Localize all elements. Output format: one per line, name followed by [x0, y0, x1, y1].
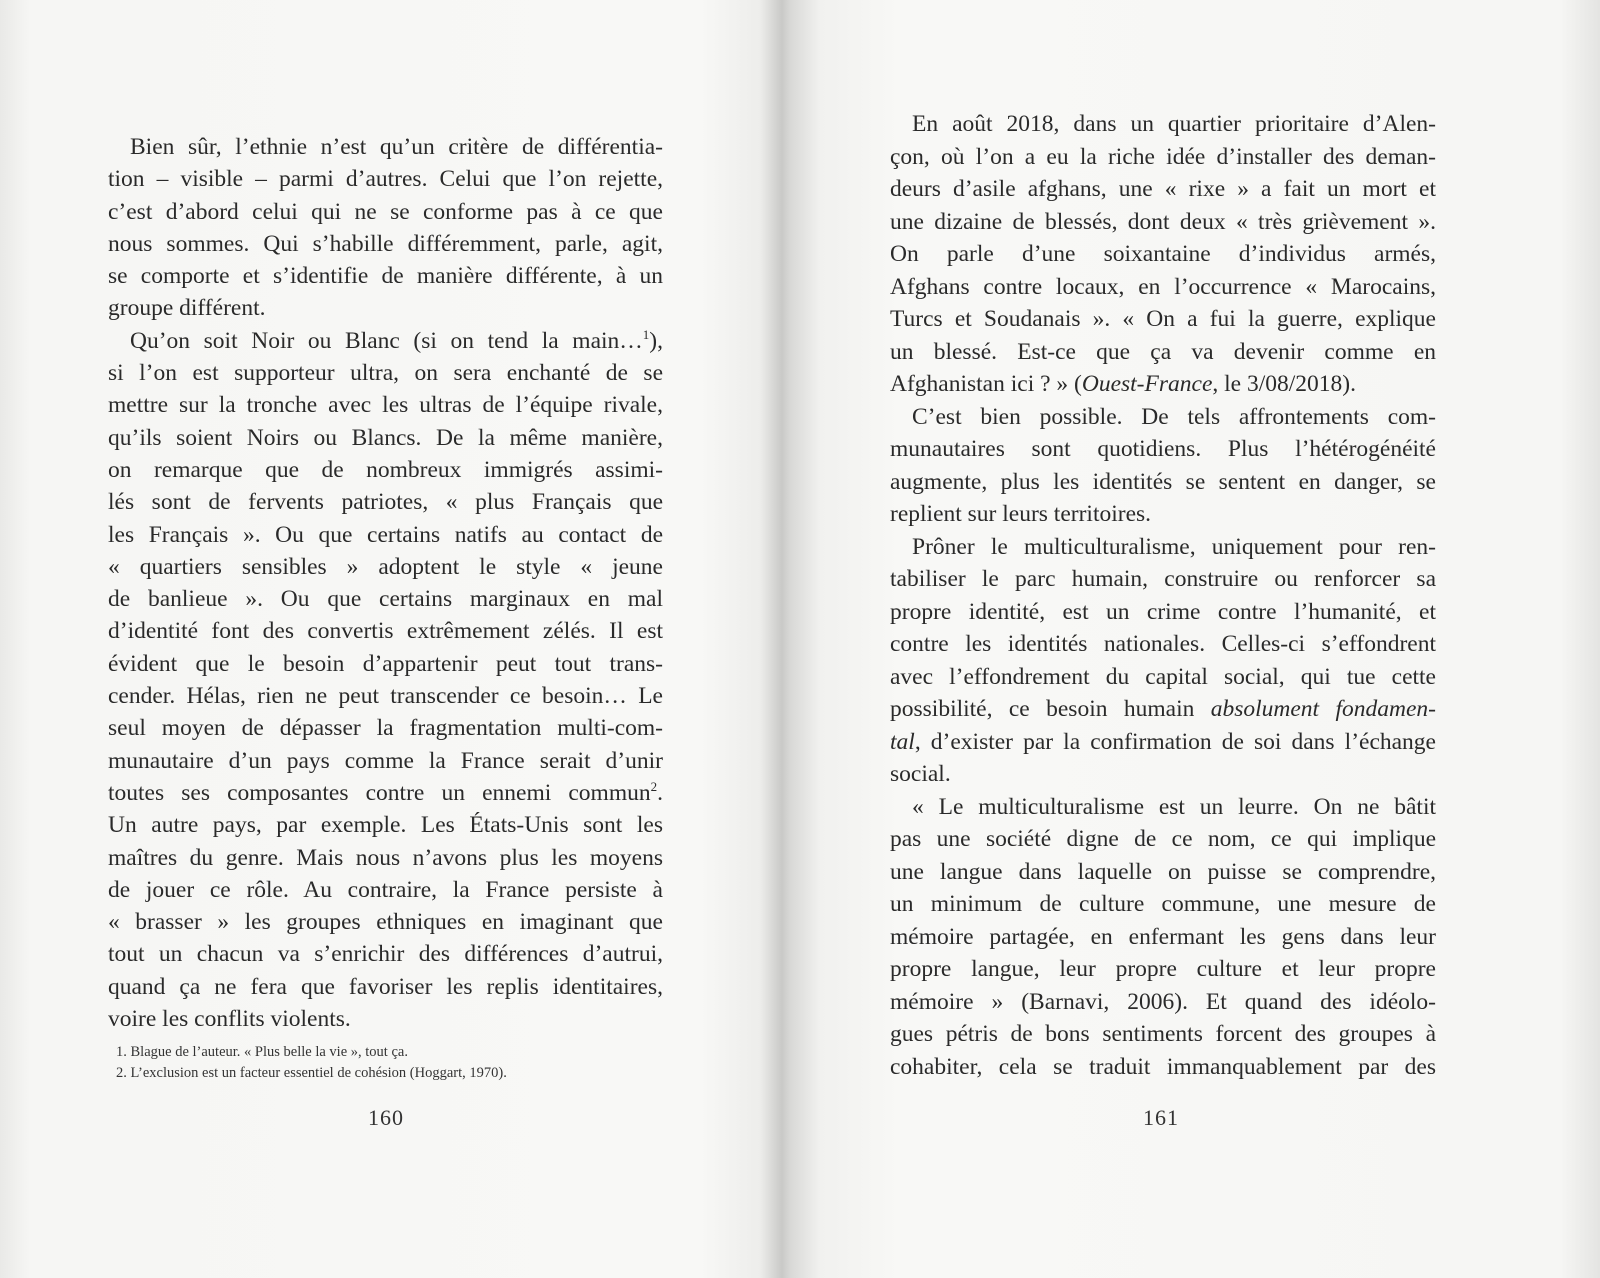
text-line: Turcs et Soudanais ». « On a fui la guerre, explique	[890, 306, 1436, 332]
right-page-body	[890, 108, 1436, 1083]
text-line: pas une société digne de ce nom, ce qui implique	[890, 826, 1436, 852]
text-line: lés sont de fervents patriotes, « plus Français que	[108, 489, 663, 516]
text-line: maîtres du genre. Mais nous n’avons plus les moyens	[108, 844, 663, 871]
text-line: tout un chacun va s’enrichir des différences d’autrui,	[108, 941, 663, 968]
text-line: deurs d’asile afghans, une « rixe » a fait un mort et	[890, 176, 1436, 202]
text-line: quand ça ne fera que favoriser les replis identitaires,	[108, 973, 663, 1000]
text-line: Afghans contre locaux, en l’occurrence « Marocains,	[890, 273, 1436, 300]
text-line: tabiliser le parc humain, construire ou renforcer sa	[890, 566, 1436, 592]
italic-text: absolument fondamen-	[1210, 696, 1436, 722]
text-line: mettre sur la tronche avec les ultras de l’équipe rivale,	[108, 392, 663, 419]
text-line: C’est bien possible. De tels affrontements com-	[912, 403, 1436, 430]
text-line: voire les conflits violents.	[108, 1006, 351, 1033]
text-line: un minimum de culture commune, une mesure de	[890, 891, 1436, 917]
footnote-ref: 2	[650, 779, 658, 795]
text-line: contre les identités nationales. Celles-ci s’effondrent	[890, 631, 1436, 657]
text-line: si l’on est supporteur ultra, on sera enchanté de se	[108, 360, 663, 387]
text-line: seul moyen de dépasser la fragmentation multi-com-	[108, 715, 663, 742]
text-line: Un autre pays, par exemple. Les États-Unis sont les	[108, 812, 663, 839]
text-line: En août 2018, dans un quartier prioritaire d’Alen-	[912, 111, 1436, 137]
text-line: nous sommes. Qui s’habille différemment, parle, agit,	[108, 230, 663, 257]
left-page-body	[108, 131, 663, 1035]
text-line: les Français ». Ou que certains natifs au contact de	[108, 521, 663, 548]
text-line: Bien sûr, l’ethnie n’est qu’un critère de différentia-	[130, 134, 663, 160]
text-line: augmente, plus les identités se sentent en danger, se	[890, 468, 1436, 495]
text-line: mémoire partagée, en enfermant les gens dans leur	[890, 923, 1436, 950]
text-line: munautaire d’un pays comme la France serait d’unir	[108, 747, 663, 774]
text-line: replient sur leurs territoires.	[890, 501, 1152, 527]
text-line: « quartiers sensibles » adoptent le style « jeune	[108, 553, 663, 580]
footnotes	[116, 1042, 507, 1084]
text-line: on remarque que de nombreux immigrés assimi-	[108, 456, 663, 483]
text-line: une langue dans laquelle on puisse se comprendre,	[890, 858, 1436, 885]
text-line: « brasser » les groupes ethniques en imaginant que	[108, 909, 663, 936]
text-line: munautaires sont quotidiens. Plus l’hétérogénéité	[890, 436, 1436, 462]
text-line: Afghanistan ici ? » (Ouest-France, le 3/08/2018).	[890, 371, 1356, 397]
text-line: çon, où l’on a eu la riche idée d’installer des deman-	[890, 143, 1436, 170]
text-line: propre identité, est un crime contre l’humanité, et	[890, 598, 1436, 625]
text-line: mémoire » (Barnavi, 2006). Et quand des idéolo-	[890, 988, 1436, 1015]
footnote-ref: 1	[642, 326, 650, 342]
text-line: avec l’effondrement du capital social, qui tue cette	[890, 663, 1436, 690]
text-line: On parle d’une soixantaine d’individus armés,	[890, 241, 1436, 267]
page-number-right: 161	[1143, 1105, 1179, 1130]
text-line: qu’ils soient Noirs ou Blancs. De la même manière,	[108, 424, 663, 451]
text-line: propre langue, leur propre culture et leur propre	[890, 956, 1436, 982]
page-number-left: 160	[368, 1105, 404, 1130]
footnote-2: 2. L’exclusion est un facteur essentiel de cohésion (Hoggart, 1970).	[116, 1065, 507, 1081]
text-line: tion – visible – parmi d’autres. Celui que l’on rejette,	[108, 166, 663, 193]
italic-text: Ouest-France	[1081, 371, 1213, 397]
text-line: tal, d’exister par la confirmation de soi dans l’échange	[890, 728, 1436, 755]
text-line: toutes ses composantes contre un ennemi commun$^2$.	[108, 779, 663, 806]
text-line: possibilité, ce besoin humain absolument fondamen-	[890, 696, 1436, 722]
text-line: social.	[890, 761, 951, 787]
text-line: une dizaine de blessés, dont deux « très grièvement ».	[890, 208, 1436, 235]
text-line: Prôner le multiculturalisme, uniquement pour ren-	[912, 533, 1436, 560]
footnote-1: 1. Blague de l’auteur. « Plus belle la vie », tout ça.	[116, 1044, 408, 1060]
text-line: gues pétris de bons sentiments forcent des groupes à	[890, 1021, 1436, 1047]
text-line: cender. Hélas, rien ne peut transcender ce besoin… Le	[108, 683, 663, 710]
text-line: c’est d’abord celui qui ne se conforme pas à ce que	[108, 198, 663, 225]
text-line: se comporte et s’identifie de manière différente, à un	[108, 263, 663, 290]
text-line: de banlieue ». Ou que certains marginaux en mal	[108, 586, 663, 613]
text-line: d’identité font des convertis extrêmement zélés. Il est	[108, 618, 663, 645]
text-line: « Le multiculturalisme est un leurre. On ne bâtit	[912, 793, 1436, 820]
text-line: cohabiter, cela se traduit immanquablement par des	[890, 1053, 1436, 1080]
text-line: de jouer ce rôle. Au contraire, la France persiste à	[108, 876, 663, 903]
text-line: Qu’on soit Noir ou Blanc (si on tend la main…$^1$),	[130, 326, 663, 354]
text-line: évident que le besoin d’appartenir peut tout trans-	[108, 650, 663, 677]
text-line: un blessé. Est-ce que ça va devenir comme en	[890, 338, 1436, 365]
text-line: groupe différent.	[108, 295, 266, 322]
italic-text: tal	[890, 728, 915, 755]
